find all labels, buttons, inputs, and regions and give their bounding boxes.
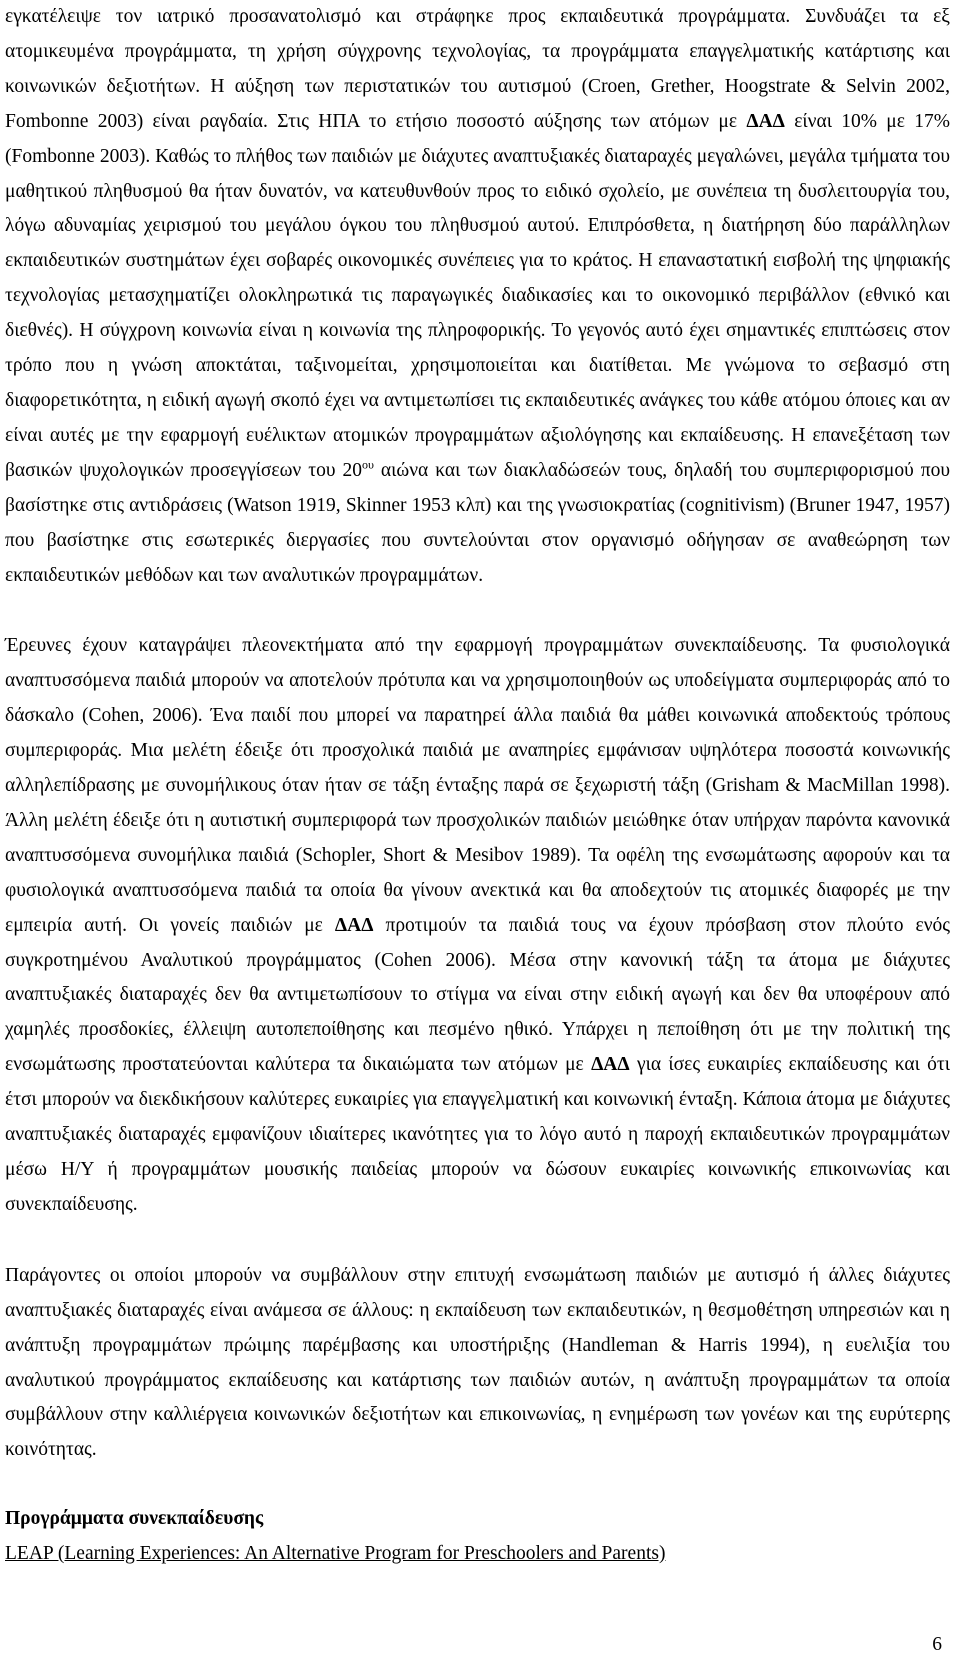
paragraph-2-text-a: Έρευνες έχουν καταγράψει πλεονεκτήματα από την εφαρμογή προγραμμάτων συνεκπαίδευσης. Τα φυσιολογικά αναπτυσσόμενα παιδιά μπορούν να αποτελούν πρότυπα και να χρησιμοποιηθούν ως υποδείγματα συμπεριφοράς από το δάσκαλο (Cohen, 2006). Ένα παιδί που μπορεί να παρατηρεί άλλα παιδιά θα μάθει κοινωνικά αποδεκτούς τρόπους συμπεριφοράς. Μια μελέτη έδειξε ότι προσχολικά παιδιά με αναπηρίες εμφάνισαν υψηλότερα ποσοστά κοινωνικής αλληλεπίδρασης με συνομήλικους όταν ήταν σε τάξη ένταξης παρά σε ξεχωριστή τάξη (Grisham & MacMillan 1998). Άλλη μελέτη έδειξε ότι η αυτιστική συμπεριφορά των προσχολικών παιδιών μειώθηκε όταν υπήρχαν παρόντα κανονικά αναπτυσσόμενα συνομήλικα παιδιά (Schopler, Short & Mesibov 1989). Τα οφέλη της ενσωμάτωσης αφορούν και τα φυσιολογικά αναπτυσσόμενα παιδιά τα οποία θα γίνουν ανεκτικά και θα αποδεχτούν τις ατομικές διαφορές με την εμπειρία αυτή. Οι γονείς παιδιών με xyxy=(5,635,950,936)
superscript-ordinal: ου xyxy=(361,457,374,472)
leap-title: LEAP (Learning Experiences: An Alternative Program for Preschoolers and Parents) xyxy=(5,1543,666,1565)
section-heading: Προγράμματα συνεκπαίδευσης xyxy=(5,1508,264,1530)
paragraph-spacer xyxy=(5,593,950,629)
acronym-dad: ΔΑΔ xyxy=(334,914,374,936)
paragraph-3: Παράγοντες οι οποίοι μπορούν να συμβάλλουν στην επιτυχή ενσωμάτωση παιδιών με αυτισμό ή άλλες διάχυτες αναπτυξιακές διαταραχές είναι ανάμεσα σε άλλους: η εκπαίδευση των εκπαιδευτικών, η θεσμοθέτηση υπηρεσιών και η ανάπτυξη προγραμμάτων πρώιμης παρέμβασης και υποστήριξης (Handleman & Harris 1994), η ευελιξία του αναλυτικού προγράμματος εκπαίδευσης και κατάρτισης των παιδιών αυτών, η ανάπτυξη προγραμμάτων τα οποία συμβάλλουν στην καλλιέργεια κοινωνικών δεξιοτήτων και επικοινωνίας, η ενημέρωση των γονέων και της ευρύτερης κοινότητας. xyxy=(5,1264,950,1461)
page-content xyxy=(5,0,950,1572)
paragraph-1-text-a: εγκατέλειψε τον ιατρικό προσανατολισμό και στράφηκε προς εκπαιδευτικά προγράμματα. Συνδυάζει τα εξ ατομικευμένα προγράμματα, τη χρήση σύγχρονης τεχνολογίας, τα προγράμματα επαγγελματικής κατάρτισης και κοινωνικών δεξιοτήτων. Η αύξηση των περιστατικών του αυτισμού (Croen, Grether, Hoogstrate & Selvin 2002, Fombonne 2003) είναι ραγδαία. Στις ΗΠΑ το ετήσιο ποσοστό αύξησης των ατόμων με xyxy=(5,6,950,132)
paragraph-2 xyxy=(5,629,950,1222)
paragraph-2-text-c: για ίσες ευκαιρίες εκπαίδευσης και ότι έτσι μπορούν να διεκδικήσουν καλύτερες ευκαιρίες για επαγγελματική και κοινωνική ένταξη. Κάποια άτομα με διάχυτες αναπτυξιακές διαταραχές εμφανίζουν ιδιαίτερες ικανότητες για το λόγο αυτό η παροχή εκπαιδευτικών προγραμμάτων μέσω Η/Υ ή προγραμμάτων μουσικής παιδείας μπορούν να δώσουν ευκαιρίες κοινωνικής επικοινωνίας και συνεκπαίδευσης. xyxy=(5,1054,950,1215)
paragraph-1-text-b: είναι 10% με 17% (Fombonne 2003). Καθώς το πλήθος των παιδιών με διάχυτες αναπτυξιακές διαταραχές μεγαλώνει, μεγάλα τμήματα του μαθητικού πληθυσμού θα ήταν δυνατόν, να κατευθυνθούν προς το ειδικό σχολείο, με συνέπεια τη δυσλειτουργία του, λόγω αδυναμίας χειρισμού του μεγάλου όγκου του πληθυσμού αυτού. Επιπρόσθετα, η διατήρηση δύο παράλληλων εκπαιδευτικών συστημάτων έχει σοβαρές οικονομικές συνέπειες για το κράτος. Η επαναστατική εισβολή της ψηφιακής τεχνολογίας μετασχηματίζει ολοκληρωτικά τις παραγωγικές διαδικασίες και το οικονομικό περιβάλλον (εθνικό και διεθνές). Η σύγχρονη κοινωνία είναι η κοινωνία της πληροφορικής. Το γεγονός αυτό έχει σημαντικές επιπτώσεις στον τρόπο που η γνώση αποκτάται, ταξινομείται, χρησιμοποιείται και διατίθεται. Με γνώμονα το σεβασμό στη διαφορετικότητα, η ειδική αγωγή σκοπό έχει να αντιμετωπίσει τις εκπαιδευτικές ανάγκες του κάθε ατόμου όποιες και αν είναι αυτές με την εφαρμογή ευέλικτων ατομικών προγραμμάτων αξιολόγησης και εκπαίδευσης. Η επανεξέταση των βασικών ψυχολογικών προσεγγίσεων του 20 xyxy=(5,110,950,481)
acronym-dad: ΔΑΔ xyxy=(591,1054,630,1076)
paragraph-2-text-b: προτιμούν τα παιδιά τους να έχουν πρόσβαση στον πλούτο ενός συγκροτημένου Αναλυτικού προγράμματος (Cohen 2006). Μέσα στην κανονική τάξη τα άτομα με διάχυτες αναπτυξιακές διαταραχές δεν θα αντιμετωπίσουν το στίγμα να είναι στην ειδική αγωγή και δεν θα υποφέρουν από χαμηλές προσδοκίες, έλλειψη αυτοπεποίθησης και πεσμένο ηθικό. Υπάρχει η πεποίθηση ότι με την πολιτική της ενσωμάτωσης προστατεύονται καλύτερα τα δικαιώματα των ατόμων με xyxy=(5,914,950,1076)
paragraph-spacer xyxy=(5,1468,950,1502)
acronym-dad: ΔΑΔ xyxy=(746,110,785,132)
page-number: 6 xyxy=(932,1634,942,1655)
paragraph-1-text-c: αιώνα και των διακλαδώσεών τους, δηλαδή του συμπεριφορισμού που βασίστηκε στις αντιδράσεις (Watson 1919, Skinner 1953 κλπ) και της γνωσιοκρατίας (cognitivism) (Bruner 1947, 1957) που βασίστηκε στις εσωτερικές διεργασίες που συντελούνται στον οργανισμό οδήγησαν σε αναθεώρηση των εκπαιδευτικών μεθόδων και των αναλυτικών προγραμμάτων. xyxy=(5,459,951,586)
paragraph-1 xyxy=(5,0,950,593)
paragraph-spacer xyxy=(5,1223,950,1259)
